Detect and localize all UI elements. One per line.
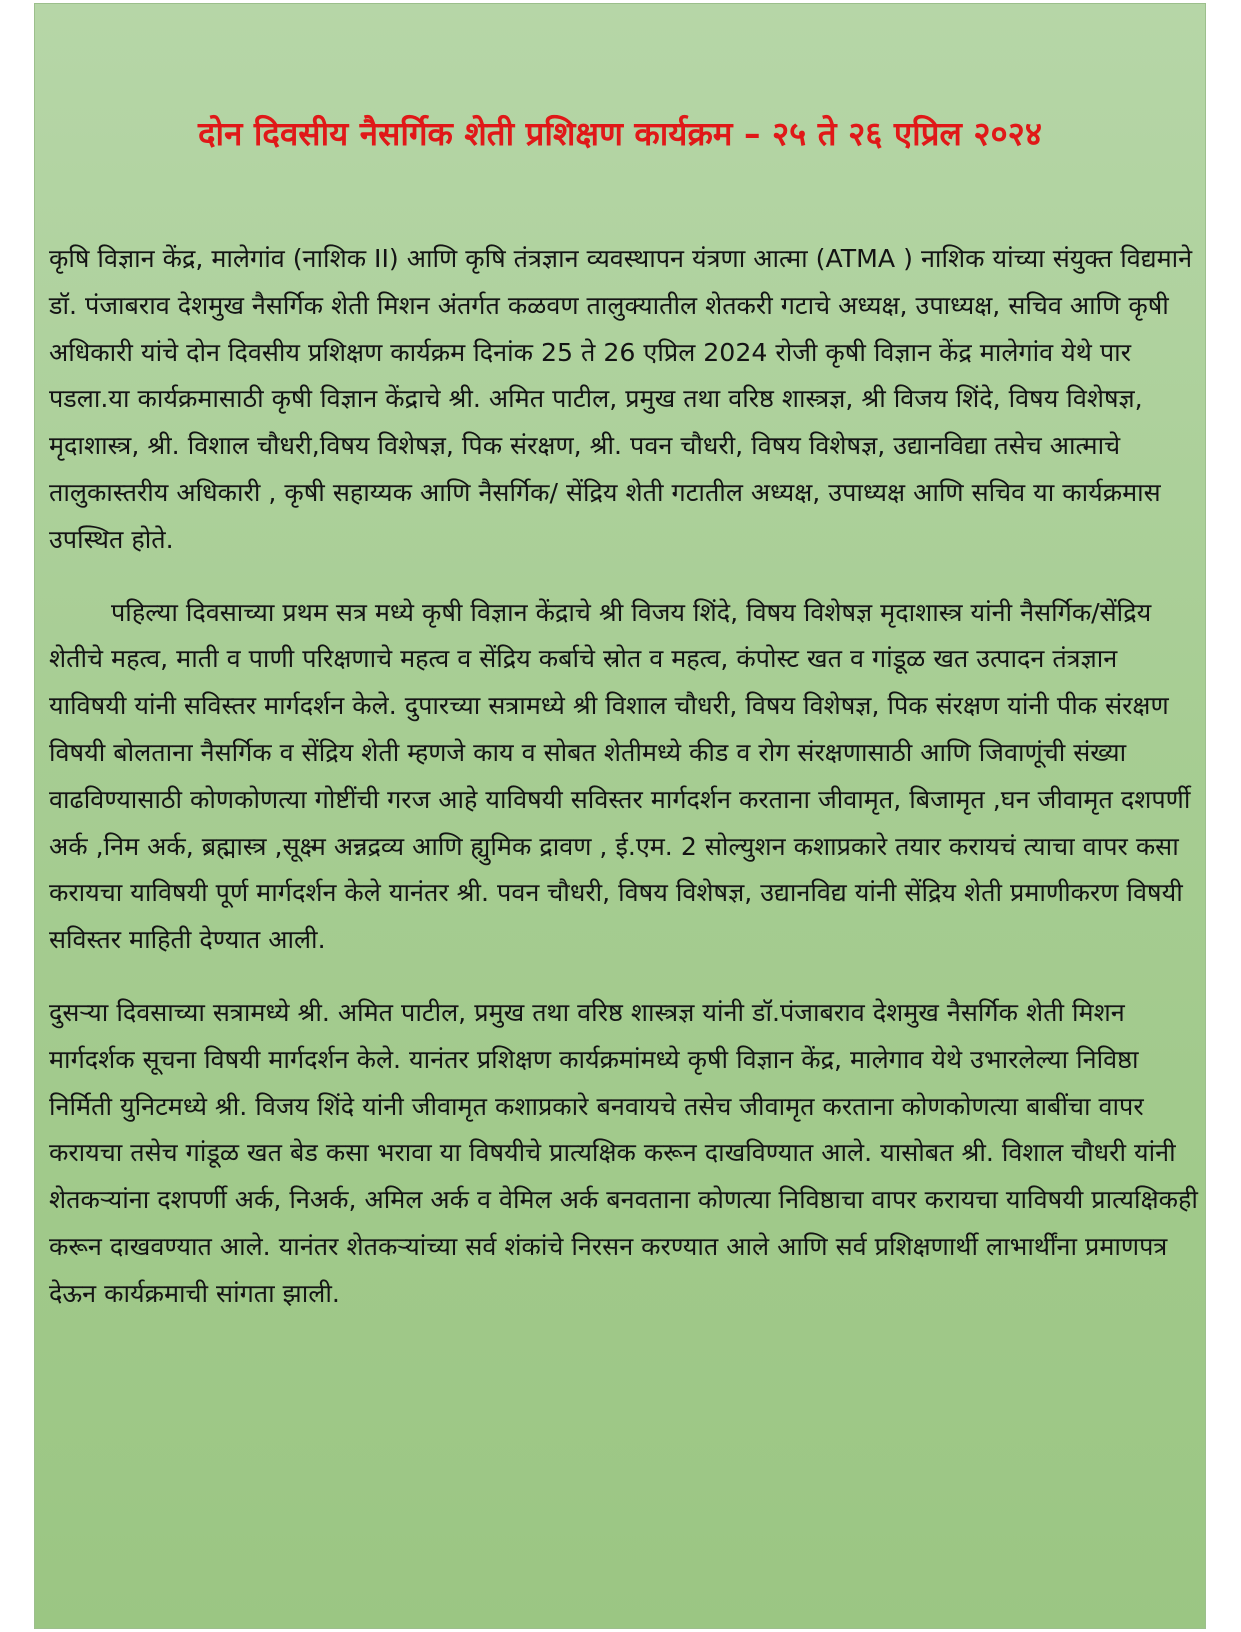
paragraph-introduction: कृषि विज्ञान केंद्र, मालेगांव (नाशिक II) आणि कृषि तंत्रज्ञान व्यवस्थापन यंत्रणा आत्मा (ATMA ) नाशिक यांच्या संयुक्त विद्यमाने डॉ. पंजाबराव देशमुख नैसर्गिक शेती मिशन अंतर्गत कळवण तालुक्यातील शेतकरी गटाचे अध्यक्ष, उपाध्यक्ष, सचिव आणि कृषी अधिकारी यांचे दोन दिवसीय प्रशिक्षण कार्यक्रम दिनांक 25 ते 26 एप्रिल 2024 रोजी कृषी विज्ञान केंद्र मालेगांव येथे पार पडला.या कार्यक्रमासाठी कृषी विज्ञान केंद्राचे श्री. अमित पाटील, प्रमुख तथा वरिष्ठ शास्त्रज्ञ, श्री विजय शिंदे, विषय विशेषज्ञ, मृदाशास्त्र, श्री. विशाल चौधरी,विषय विशेषज्ञ, पिक संरक्षण, श्री. पवन चौधरी, विषय विशेषज्ञ, उद्यानविद्या तसेच आत्माचे तालुकास्तरीय अधिकारी , कृषी सहाय्यक आणि नैसर्गिक/ सेंद्रिय शेती गटातील अध्यक्ष, उपाध्यक्ष आणि सचिव या कार्यक्रमास उपस्थित होते. bbox=[49, 244, 1193, 554]
paragraph-day-one: पहिल्या दिवसाच्या प्रथम सत्र मध्ये कृषी विज्ञान केंद्राचे श्री विजय शिंदे, विषय विशेषज्ञ मृदाशास्त्र यांनी नैसर्गिक/सेंद्रिय शेतीचे महत्व, माती व पाणी परिक्षणाचे महत्व व सेंद्रिय कर्बाचे स्रोत व महत्व, कंपोस्ट खत व गांडूळ खत उत्पादन तंत्रज्ञान याविषयी यांनी सविस्तर मार्गदर्शन केले. दुपारच्या सत्रामध्ये श्री विशाल चौधरी, विषय विशेषज्ञ, पिक संरक्षण यांनी पीक संरक्षण विषयी बोलताना नैसर्गिक व सेंद्रिय शेती म्हणजे काय व सोबत शेतीमध्ये कीड व रोग संरक्षणासाठी आणि जिवाणूंची संख्या वाढविण्यासाठी कोणकोणत्या गोष्टींची गरज आहे याविषयी सविस्तर मार्गदर्शन करताना जीवामृत, बिजामृत ,घन जीवामृत दशपर्णी अर्क ,निम अर्क, ब्रह्मास्त्र ,सूक्ष्म अन्नद्रव्य आणि ह्युमिक द्रावण , ई.एम. 2 सोल्युशन कशाप्रकारे तयार करायचं त्याचा वापर कसा करायचा याविषयी पूर्ण मार्गदर्शन केले यानंतर श्री. पवन चौधरी, विषय विशेषज्ञ, उद्यानविद्य यांनी सेंद्रिय शेती प्रमाणीकरण विषयी सविस्तर माहिती देण्यात आली. bbox=[49, 597, 1191, 955]
document-page bbox=[34, 3, 1206, 1629]
document-body bbox=[49, 236, 1199, 1344]
paragraph-day-two: दुसऱ्या दिवसाच्या सत्रामध्ये श्री. अमित पाटील, प्रमुख तथा वरिष्ठ शास्त्रज्ञ यांनी डॉ.पंजाबराव देशमुख नैसर्गिक शेती मिशन मार्गदर्शक सूचना विषयी मार्गदर्शन केले. यानंतर प्रशिक्षण कार्यक्रमांमध्ये कृषी विज्ञान केंद्र, मालेगाव येथे उभारलेल्या निविष्ठा निर्मिती युनिटमध्ये श्री. विजय शिंदे यांनी जीवामृत कशाप्रकारे बनवायचे तसेच जीवामृत करताना कोणकोणत्या बाबींचा वापर करायचा तसेच गांडूळ खत बेड कसा भरावा या विषयीचे प्रात्यक्षिक करून दाखविण्यात आले. यासोबत श्री. विशाल चौधरी यांनी शेतकऱ्यांना दशपर्णी अर्क, निअर्क, अमिल अर्क व वेमिल अर्क बनवताना कोणत्या निविष्ठाचा वापर करायचा याविषयी प्रात्यक्षिकही करून दाखवण्यात आले. यानंतर शेतकऱ्यांच्या सर्व शंकांचे निरसन करण्यात आले आणि सर्व प्रशिक्षणार्थी लाभार्थींना प्रमाणपत्र देऊन कार्यक्रमाची सांगता झाली. bbox=[49, 997, 1198, 1308]
document-title: दोन दिवसीय नैसर्गिक शेती प्रशिक्षण कार्यक्रम – २५ ते २६ एप्रिल २०२४ bbox=[198, 114, 1042, 153]
